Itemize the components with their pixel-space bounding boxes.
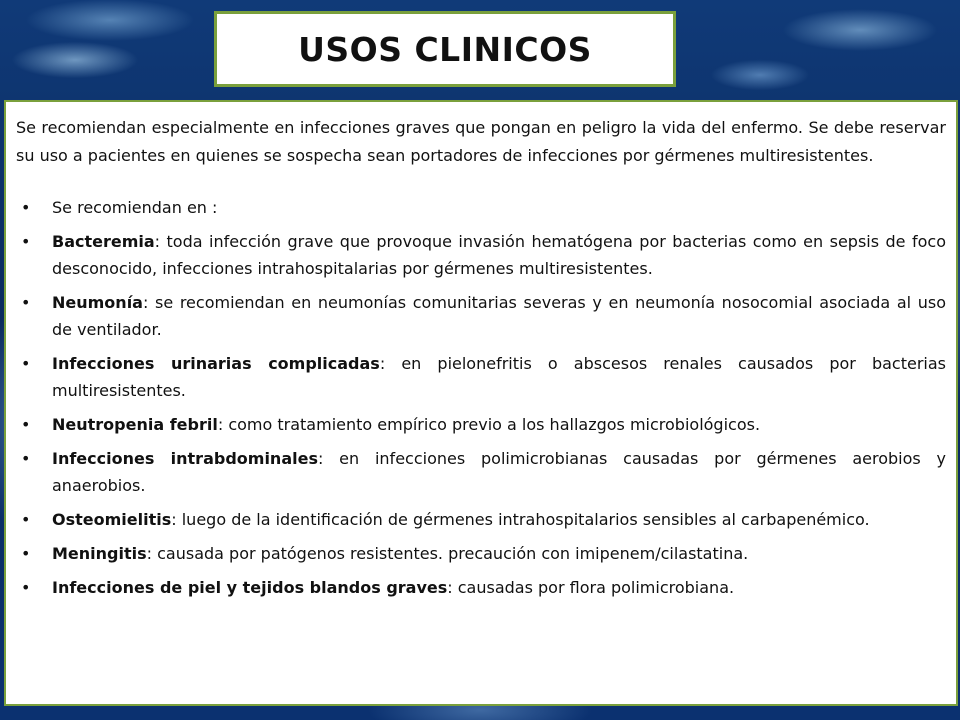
list-item [16, 228, 946, 282]
item-text: : en infecciones polimicrobianas causadas por gérmenes aerobios y anaerobios. [52, 449, 947, 495]
clinical-uses-list [16, 194, 946, 601]
bullet-icon: • [21, 232, 31, 251]
item-term: Neumonía [52, 293, 143, 312]
list-item [16, 194, 946, 221]
bullet-icon: • [21, 354, 31, 373]
item-term: Bacteremia [52, 232, 155, 251]
item-text: : luego de la identificación de gérmenes intrahospitalarios sensibles al carbapenémico. [171, 510, 870, 529]
list-item [16, 574, 946, 601]
bullet-icon: • [21, 198, 31, 217]
item-term: Infecciones de piel y tejidos blandos graves [52, 578, 448, 597]
list-item [16, 445, 946, 499]
title-box [214, 11, 676, 87]
item-text: : toda infección grave que provoque invasión hematógena por bacterias como en sepsis de foco desconocido, infecciones intrahospitalarias por gérmenes multiresistentes. [52, 232, 946, 278]
list-item [16, 411, 946, 438]
list-item [16, 540, 946, 567]
item-text: : causada por patógenos resistentes. precaución con imipenem/cilastatina. [146, 544, 749, 563]
bullet-icon: • [21, 578, 31, 597]
item-text: Se recomiendan en : [52, 198, 218, 217]
item-term: Infecciones intrabdominales [52, 449, 318, 468]
bullet-icon: • [21, 510, 31, 529]
item-text: : en pielonefritis o abscesos renales causados por bacterias multiresistentes. [52, 354, 946, 400]
list-item [16, 350, 946, 404]
intro-paragraph: Se recomiendan especialmente en infecciones graves que pongan en peligro la vida del enfermo. Se debe reservar su uso a pacientes en quienes se sospecha sean portadores de infecciones por gérmenes multiresistentes. [16, 118, 946, 165]
list-item [16, 289, 946, 343]
item-text: : se recomiendan en neumonías comunitarias severas y en neumonía nosocomial asociada al uso de ventilador. [52, 293, 946, 339]
item-term: Osteomielitis [52, 510, 172, 529]
bullet-icon: • [21, 544, 31, 563]
item-term: Infecciones urinarias complicadas [52, 354, 380, 373]
bullet-icon: • [21, 449, 31, 468]
item-text: : causadas por flora polimicrobiana. [447, 578, 735, 597]
item-term: Neutropenia febril [52, 415, 218, 434]
list-item [16, 506, 946, 533]
content-box [4, 100, 958, 706]
slide-title: USOS CLINICOS [298, 29, 592, 69]
bullet-icon: • [21, 293, 31, 312]
item-text: : como tratamiento empírico previo a los hallazgos microbiológicos. [217, 415, 761, 434]
item-term: Meningitis [52, 544, 147, 563]
bullet-icon: • [21, 415, 31, 434]
